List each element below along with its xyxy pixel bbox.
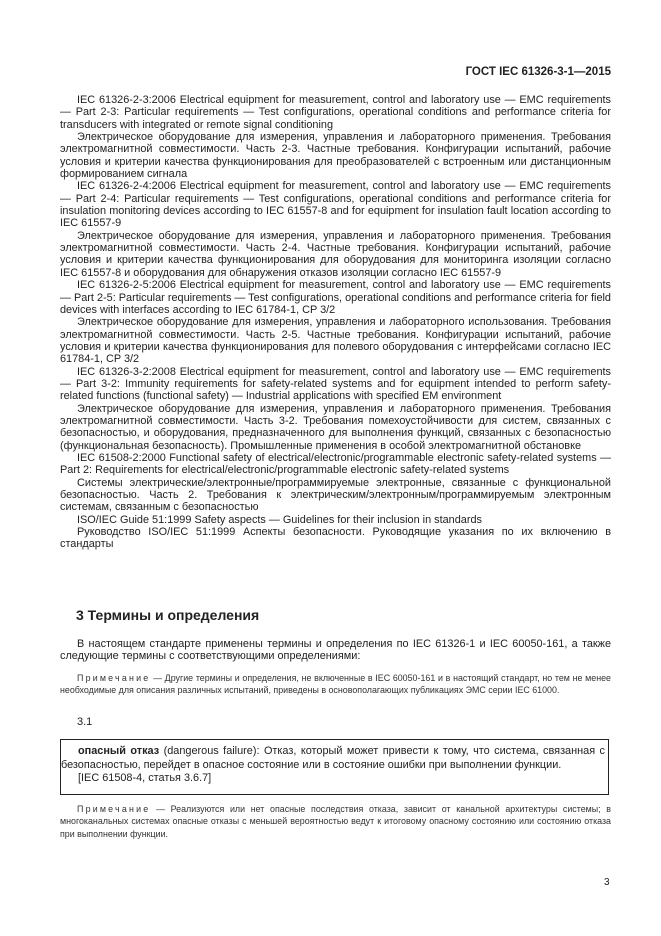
reference-item: IEC 61508-2:2000 Functional safety of electrical/electronic/programmable electronic safety-related systems — Part 2: Requirements for electrical/electronic/programmable electronic safety-related systems	[60, 451, 611, 477]
intro-paragraph: В настоящем стандарте применены термины и определения по IEC 61326-1 и IEC 60050-161, а также следующие термины с соответствующими определениями:	[60, 638, 611, 663]
reference-item: Руководство ISO/IEC 51:1999 Аспекты безопасности. Руководящие указания по их включению в стандарты	[60, 526, 611, 551]
note-text: — Реализуются или нет опасные последствия отказа, зависит от канальной архитектуры системы; в многоканальных системах опасные отказы с меньшей вероятностью ведут к итоговому опасному состоянию или состоянию отказа при выполнении функции.	[60, 804, 611, 839]
reference-item: ISO/IEC Guide 51:1999 Safety aspects — Guidelines for their inclusion in standards	[77, 513, 482, 526]
note-2	[60, 803, 611, 840]
note-label: Примечание	[77, 673, 151, 683]
note-label: Примечание	[77, 804, 151, 814]
term-name: опасный отказ	[78, 745, 160, 757]
normative-references-list	[60, 94, 611, 551]
page-number: 3	[604, 877, 610, 888]
reference-item: Электрическое оборудование для измерения, управления и лабораторного применения. Требования электромагнитной совместимости. Часть 2-3. Частные требования. Конфигурации испытаний, рабочие условия и критерии качества функционирования для преобразователей с встроенным или дистанционным формированием сигнала	[60, 131, 611, 181]
term-definition-box	[60, 739, 609, 795]
reference-item: Электрическое оборудование для измерения, управления и лабораторного использования. Требования электромагнитной совместимости. Часть 2-5. Частные требования. Конфигурации испытаний, рабочие условия и критерии качества функционирования для полевого оборудования с интерфейсами согласно IEC 61784-1, CP 3/2	[60, 316, 611, 366]
term-number: 3.1	[77, 716, 93, 728]
term-definition: : Отказ, который может привести к тому, что система, связанная с безопасностью, перейдет в опасное состояние или в состояние ошибки при выполнении функции.	[61, 745, 606, 771]
term-source: [IEC 61508-4, статья 3.6.7]	[78, 772, 212, 784]
note-1	[60, 672, 611, 697]
reference-item: Системы электрические/электронные/программируемые электронные, связанные с функциональной безопасностью. Часть 2. Требования к электрическим/электронным/программируемым электронным системам, связанным с безопасностью	[60, 476, 611, 514]
note-text: — Другие термины и определения, не включенные в IEC 60050-161 и в настоящий стандарт, но тем не менее необходимые для описания различных испытаний, приведены в основополагающих публикациях ЭМС серии IEC 61000.	[60, 673, 611, 696]
reference-item: IEC 61326-2-4:2006 Electrical equipment for measurement, control and laboratory use — EMC requirements — Part 2-4: Particular requirements — Test configurations, operational conditions and performance criteria for insulation monitoring devices according to IEC 61557-8 and for equipment for insulation fault location according to IEC 61557-9	[60, 180, 611, 230]
term-english: (dangerous failure)	[159, 745, 257, 757]
section-heading: 3 Термины и определения	[76, 607, 260, 623]
section-intro	[60, 638, 611, 663]
reference-item: IEC 61326-2-3:2006 Electrical equipment for measurement, control and laboratory use — EMC requirements — Part 2-3: Particular requirements — Test configurations, operational conditions and performance criteria for transducers with integrated or remote signal conditioning	[60, 94, 611, 131]
reference-item: IEC 61326-2-5:2006 Electrical equipment for measurement, control and laboratory use — EMC requirements — Part 2-5: Particular requirements — Test configurations, operational conditions and performance criteria for field devices with interfaces according to IEC 61784-1, CP 3/2	[60, 279, 611, 316]
document-header-id: ГОСТ IEC 61326-3-1—2015	[465, 66, 611, 78]
reference-item: Электрическое оборудование для измерения, управления и лабораторного применения. Требования электромагнитной совместимости. Часть 2-4. Частные требования. Конфигурации испытаний, рабочие условия и критерии качества функционирования для оборудования для мониторинга изоляции согласно IEC 61557-8 и оборудования для обнаружения отказов изоляции согласно IEC 61557-9	[60, 229, 611, 279]
reference-item: Электрическое оборудование для измерения, управления и лабораторного применения. Требования электромагнитной совместимости. Часть 3-2. Требования помехоустойчивости для систем, связанных с безопасностью, и оборудования, предназначенного для выполнения функций, связанных с безопасностью (функциональная безопасность). Промышленные применения в особой электромагнитной обстановке	[60, 402, 611, 452]
reference-item: IEC 61326-3-2:2008 Electrical equipment for measurement, control and laboratory use — EMC requirements — Part 3-2: Immunity requirements for safety-related systems and for equipment intended to perform safety-related functions (functional safety) — Industrial applications with specified EM environment	[60, 365, 611, 403]
